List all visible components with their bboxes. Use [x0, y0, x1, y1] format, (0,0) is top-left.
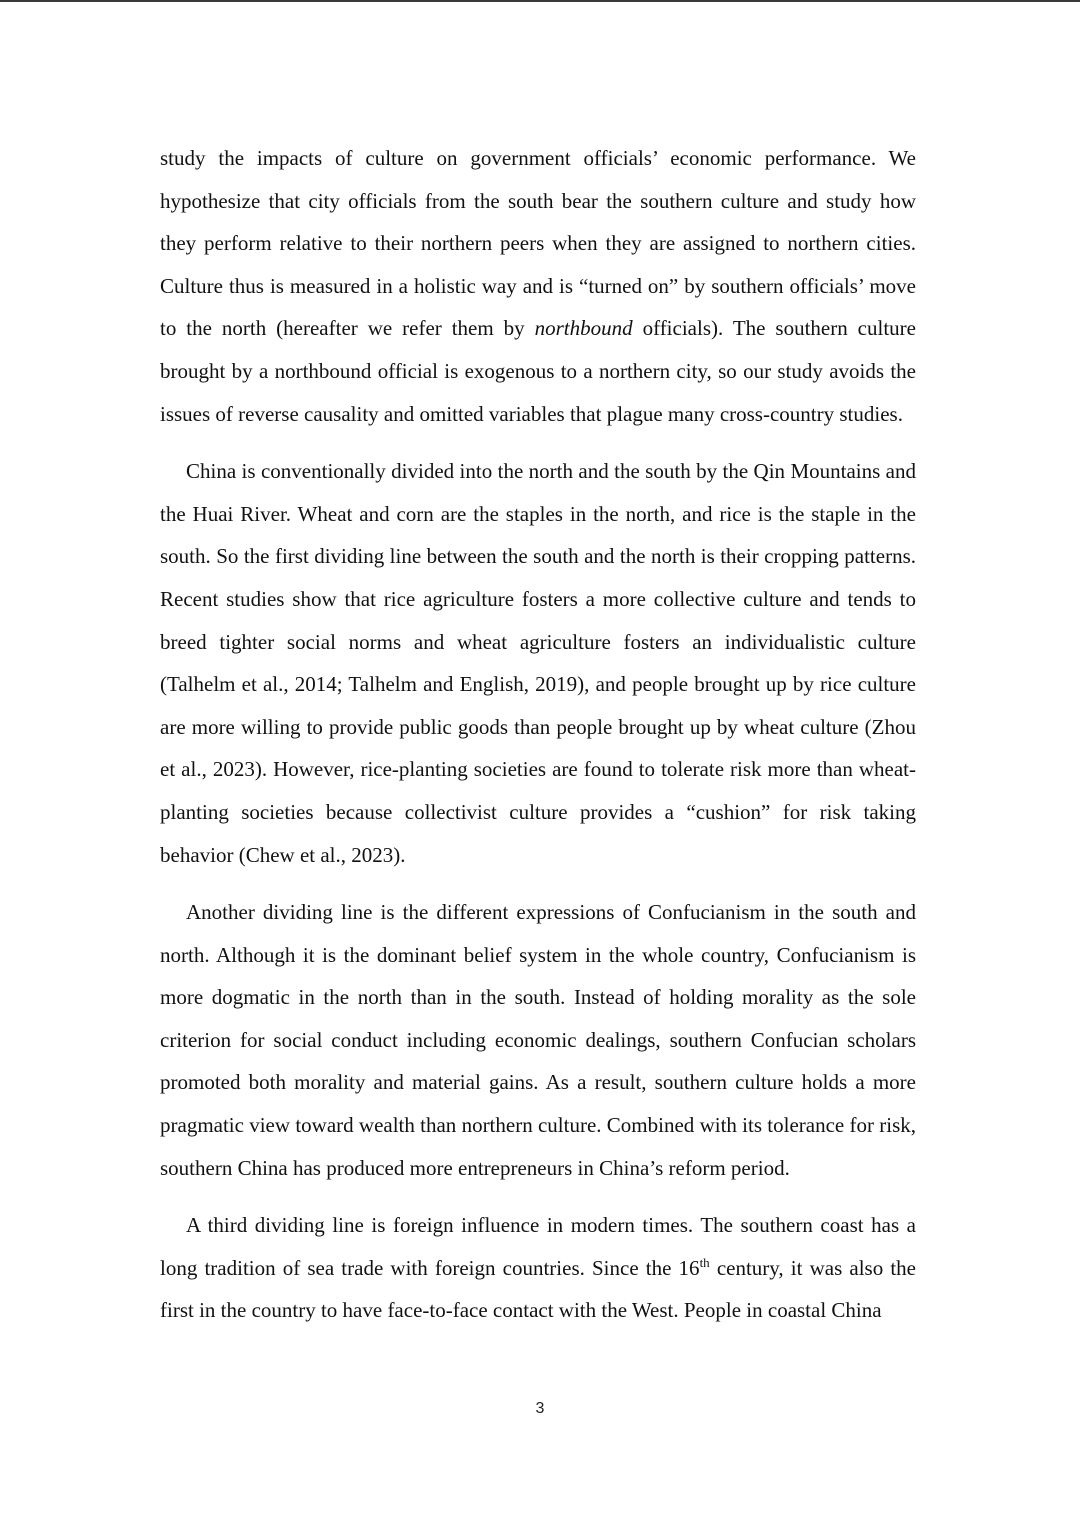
page-number: 3	[535, 1400, 545, 1417]
paragraph-3-text: Another dividing line is the different expressions of Confucianism in the south and north. Although it is the dominant belief system in the whole country, Confucianism is more dogmatic in the north than in the south. Instead of holding morality as the sole criterion for social conduct including economic dealings, southern Confucian scholars promoted both morality and material gains. As a result, southern culture holds a more pragmatic view toward wealth than northern culture. Combined with its tolerance for risk, southern China has produced more entrepreneurs in China’s reform period.	[160, 900, 916, 1180]
paragraph-2	[160, 450, 916, 876]
paragraph-4	[160, 1204, 916, 1332]
paragraph-1-italic-term: northbound	[534, 316, 633, 341]
paragraph-1	[160, 137, 916, 435]
paragraph-1-text-b: officials). The southern culture brought by a northbound official is exogenous to a northern city, so our study avoids the issues of reverse causality and omitted variables that plague many cross-country studies.	[160, 316, 916, 426]
paragraph-4-text-a: A third dividing line is foreign influence in modern times. The southern coast has a long tradition of sea trade with foreign countries. Since the 16	[160, 1213, 916, 1280]
paragraph-3	[160, 891, 916, 1189]
paragraph-4-text-b: century, it was also the first in the country to have face-to-face contact with the West. People in coastal China	[160, 1255, 916, 1323]
body-text	[160, 137, 916, 1347]
paragraph-4-superscript: th	[699, 1254, 710, 1270]
paragraph-2-text: China is conventionally divided into the north and the south by the Qin Mountains and the Huai River. Wheat and corn are the staples in the north, and rice is the staple in the south. So the first dividing line between the south and the north is their cropping patterns. Recent studies show that rice agriculture fosters a more collective culture and tends to breed tighter social norms and wheat agriculture fosters an individualistic culture (Talhelm et al., 2014; Talhelm and English, 2019), and people brought up by rice culture are more willing to provide public goods than people brought up by wheat culture (Zhou et al., 2023). However, rice-planting societies are found to tolerate risk more than wheat-planting societies because collectivist culture provides a “cushion” for risk taking behavior (Chew et al., 2023).	[160, 459, 916, 867]
paragraph-1-text-a: study the impacts of culture on government officials’ economic performance. We hypothesize that city officials from the south bear the southern culture and study how they perform relative to their northern peers when they are assigned to northern cities. Culture thus is measured in a holistic way and is “turned on” by southern officials’ move to the north (hereafter we refer them by	[160, 146, 916, 341]
